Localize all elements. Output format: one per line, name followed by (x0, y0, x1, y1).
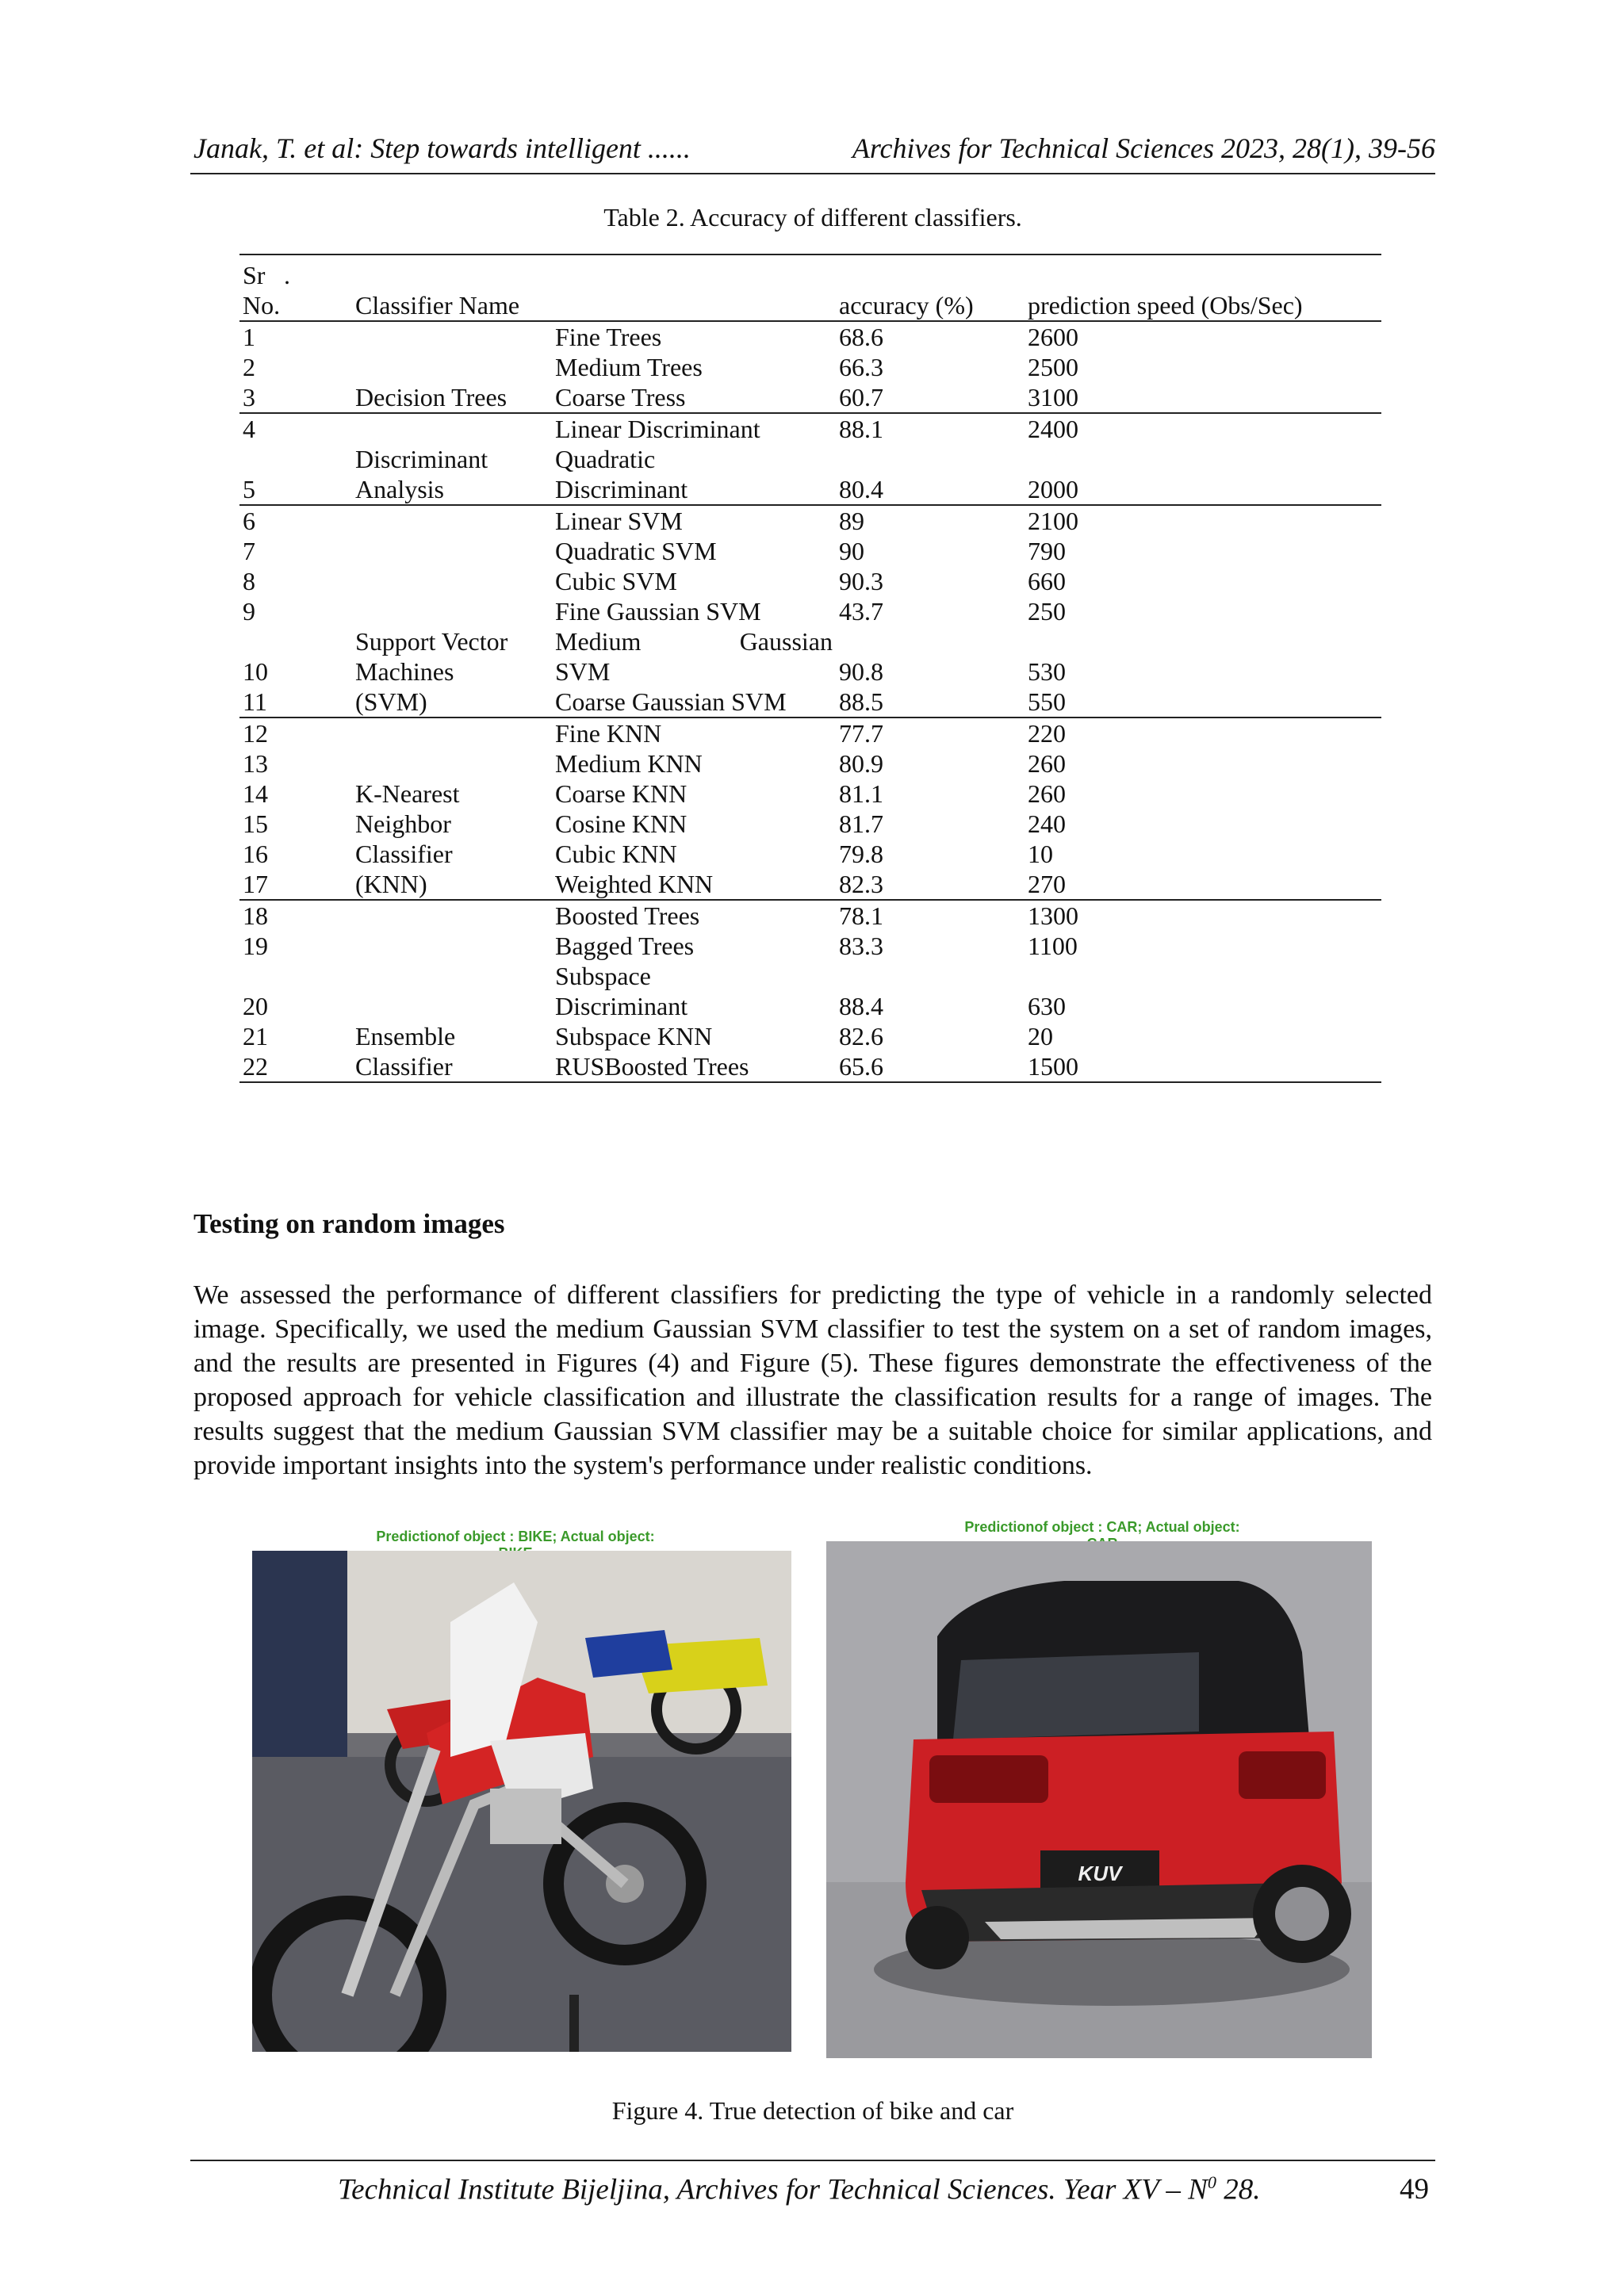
running-footer (190, 2160, 1435, 2217)
cell-accuracy (836, 626, 1025, 656)
table-row (239, 687, 1381, 718)
cell-sr-no: 9 (243, 597, 255, 626)
cell-classifier-group: (KNN) (352, 869, 552, 900)
cell-classifier-group (352, 931, 552, 961)
table-row (239, 991, 1381, 1021)
cell-classifier-name: Subspace KNN (555, 1022, 713, 1050)
cell-classifier-group (352, 718, 552, 748)
cell-sr-no (239, 961, 352, 991)
cell-accuracy: 89 (839, 507, 864, 535)
cell-sr-no: 1 (243, 323, 255, 351)
cell-sr-no: 16 (243, 840, 268, 868)
cell-sr-no: 12 (243, 719, 268, 748)
cell-sr-no: 5 (239, 474, 352, 505)
header-speed: prediction speed (Obs/Sec) (1025, 254, 1381, 321)
cell-classifier-name: Medium Trees (555, 353, 703, 381)
cell-speed: 1300 (1028, 901, 1078, 930)
table-row (239, 718, 1381, 748)
cell-accuracy: 43.7 (839, 597, 883, 626)
cell-classifier-group: Ensemble (355, 1022, 456, 1050)
table-row (239, 869, 1381, 900)
cell-accuracy: 82.6 (839, 1022, 883, 1050)
cell-classifier-name: Medium KNN (555, 749, 703, 778)
cell-accuracy: 81.1 (839, 779, 883, 808)
cell-accuracy: 68.6 (839, 323, 883, 351)
header-sr-no: Sr . No. (239, 254, 352, 321)
table-row (239, 748, 1381, 779)
car-badge: KUV (1078, 1862, 1122, 1885)
cell-speed: 260 (1028, 749, 1066, 778)
cell-classifier-name: Cosine KNN (555, 809, 688, 838)
cell-classifier-name: Bagged Trees (555, 932, 695, 960)
table-row (239, 352, 1381, 382)
cell-classifier-group: Neighbor (355, 809, 451, 838)
cell-accuracy: 65.6 (839, 1052, 883, 1081)
cell-sr-no: 13 (243, 749, 268, 778)
cell-classifier-group (352, 536, 552, 566)
table-row (239, 839, 1381, 869)
header-journal: Archives for Technical Sciences 2023, 28(1), 39-56 (852, 132, 1435, 164)
cell-speed: 220 (1028, 719, 1066, 748)
cell-sr-no: 7 (243, 537, 255, 565)
figure-caption: Figure 4. True detection of bike and car (611, 2096, 1014, 2125)
cell-accuracy: 79.8 (839, 840, 883, 868)
cell-classifier-group (352, 961, 552, 991)
header-authors: Janak, T. et al: Step towards intelligent ...... (193, 132, 691, 164)
page-number: 49 (1400, 2173, 1429, 2206)
cell-classifier-group: Analysis (352, 474, 552, 505)
cell-speed: 260 (1028, 779, 1066, 808)
cell-classifier-group (352, 596, 552, 626)
table-row (239, 505, 1381, 536)
cell-sr-no: 22 (243, 1052, 268, 1081)
cell-classifier-group: Discriminant (355, 445, 488, 473)
cell-speed: 240 (1028, 809, 1066, 838)
cell-accuracy: 88.5 (836, 687, 1025, 718)
header-empty (552, 254, 836, 321)
cell-classifier-name: Medium Gaussian (555, 627, 833, 656)
cell-speed: 530 (1028, 657, 1066, 686)
cell-sr-no: 21 (243, 1022, 268, 1050)
cell-classifier-group (352, 321, 552, 352)
cell-speed: 270 (1025, 869, 1381, 900)
body-paragraph: We assessed the performance of different classifiers for predicting the type of vehicle in a randomly selected image. Specifically, we used the medium Gaussian SVM classifier to test the system on a set of random images, and the results are presented in Figures (4) and Figure (5). These figures demonstrate the effectiveness of the proposed approach for vehicle classification and illustrate the classification results for a range of images. The results suggest that the medium Gaussian SVM classifier may be a suitable choice for similar applications, and provide important insights into the system's performance under realistic conditions. (193, 1280, 1432, 1480)
cell-classifier-name: Discriminant (552, 474, 836, 505)
cell-accuracy: 90.3 (839, 567, 883, 595)
cell-speed: 630 (1028, 992, 1066, 1020)
cell-speed: 2400 (1028, 415, 1078, 443)
section-title: Testing on random images (193, 1208, 505, 1239)
cell-accuracy: 81.7 (839, 809, 883, 838)
cell-sr-no: 20 (243, 992, 268, 1020)
cell-classifier-group (352, 900, 552, 931)
cell-speed: 2500 (1028, 353, 1078, 381)
cell-accuracy: 77.7 (839, 719, 883, 748)
cell-speed: 10 (1028, 840, 1053, 868)
cell-speed: 790 (1028, 537, 1066, 565)
cell-classifier-group: Support Vector (355, 627, 508, 656)
cell-classifier-name: Cubic SVM (555, 567, 677, 595)
cell-classifier-group (352, 352, 552, 382)
table-row (239, 809, 1381, 839)
cell-speed (1025, 444, 1381, 474)
cell-speed (1025, 626, 1381, 656)
bike-prediction-label: Predictionof object : BIKE; Actual object: (376, 1529, 655, 1544)
table-row (239, 474, 1381, 505)
cell-classifier-name: Coarse Gaussian SVM (552, 687, 836, 718)
table-row (239, 536, 1381, 566)
cell-classifier-group (352, 991, 552, 1021)
table-row (239, 596, 1381, 626)
table-row (239, 900, 1381, 931)
cell-classifier-name: Fine KNN (555, 719, 662, 748)
table-row (239, 413, 1381, 444)
cell-classifier-group (352, 748, 552, 779)
cell-sr-no: 2 (243, 353, 255, 381)
cell-speed: 1100 (1028, 932, 1078, 960)
cell-classifier-name: Linear Discriminant (555, 415, 760, 443)
cell-accuracy: 78.1 (839, 901, 883, 930)
cell-sr-no: 18 (243, 901, 268, 930)
cell-speed: 3100 (1025, 382, 1381, 413)
cell-classifier-group (352, 505, 552, 536)
car-illustration (826, 1541, 1372, 2058)
cell-sr-no: 8 (243, 567, 255, 595)
cell-accuracy (836, 961, 1025, 991)
cell-accuracy: 88.4 (839, 992, 883, 1020)
table-header-row (239, 254, 1381, 321)
car-photo (826, 1541, 1372, 2058)
cell-sr-no: 15 (243, 809, 268, 838)
cell-sr-no: 10 (243, 657, 268, 686)
table-row (239, 444, 1381, 474)
table-row (239, 382, 1381, 413)
table-row (239, 1051, 1381, 1082)
running-header (190, 125, 1435, 174)
car-prediction-label: Predictionof object : CAR; Actual object: (964, 1519, 1240, 1535)
cell-sr-no: 14 (243, 779, 268, 808)
cell-accuracy: 66.3 (839, 353, 883, 381)
cell-classifier-name: Quadratic (555, 445, 656, 473)
cell-speed: 660 (1028, 567, 1066, 595)
cell-classifier-name: Weighted KNN (552, 869, 836, 900)
footer-text: Technical Institute Bijeljina, Archives for Technical Sciences. Year XV – $N^0$ 28. (338, 2172, 1261, 2206)
cell-classifier-name: Subspace (555, 962, 651, 990)
cell-speed: 250 (1028, 597, 1066, 626)
table-row (239, 626, 1381, 656)
cell-accuracy: 88.1 (839, 415, 883, 443)
cell-classifier-group (352, 566, 552, 596)
table-row (239, 961, 1381, 991)
cell-accuracy: 82.3 (836, 869, 1025, 900)
cell-speed: 550 (1025, 687, 1381, 718)
cell-accuracy: 90.8 (839, 657, 883, 686)
cell-accuracy (836, 444, 1025, 474)
bike-photo (252, 1551, 791, 2052)
cell-speed: 2100 (1028, 507, 1078, 535)
cell-classifier-name: Linear SVM (555, 507, 683, 535)
cell-speed: 20 (1028, 1022, 1053, 1050)
cell-sr-no: 17 (239, 869, 352, 900)
cell-speed: 1500 (1028, 1052, 1078, 1081)
cell-classifier-group: Classifier (355, 1052, 453, 1081)
cell-accuracy: 80.4 (836, 474, 1025, 505)
cell-classifier-name: Discriminant (555, 992, 688, 1020)
bike-illustration (252, 1551, 791, 2052)
cell-classifier-name: Fine Trees (555, 323, 662, 351)
cell-classifier-name: Quadratic SVM (555, 537, 717, 565)
cell-speed (1025, 961, 1381, 991)
cell-classifier-name: Fine Gaussian SVM (555, 597, 761, 626)
table-row (239, 779, 1381, 809)
cell-classifier-name: Coarse Tress (552, 382, 836, 413)
cell-sr-no (239, 626, 352, 656)
cell-sr-no: 3 (239, 382, 352, 413)
cell-sr-no: 19 (243, 932, 268, 960)
cell-sr-no: 11 (239, 687, 352, 718)
cell-classifier-name: Coarse KNN (555, 779, 688, 808)
cell-speed: 2600 (1028, 323, 1078, 351)
cell-classifier-name: RUSBoosted Trees (555, 1052, 749, 1081)
table-row (239, 1021, 1381, 1051)
cell-accuracy: 60.7 (836, 382, 1025, 413)
cell-classifier-name: Boosted Trees (555, 901, 700, 930)
cell-speed: 2000 (1025, 474, 1381, 505)
cell-sr-no: 6 (243, 507, 255, 535)
cell-sr-no (239, 444, 352, 474)
cell-sr-no: 4 (243, 415, 255, 443)
cell-classifier-name: Cubic KNN (555, 840, 677, 868)
cell-classifier-group: Classifier (355, 840, 453, 868)
cell-accuracy: 90 (839, 537, 864, 565)
cell-classifier-name: SVM (555, 657, 611, 686)
cell-classifier-group (352, 413, 552, 444)
cell-accuracy: 83.3 (839, 932, 883, 960)
header-classifier-name: Classifier Name (352, 254, 552, 321)
cell-classifier-group: Decision Trees (352, 382, 552, 413)
table-row (239, 566, 1381, 596)
cell-classifier-group: (SVM) (352, 687, 552, 718)
cell-classifier-group: K-Nearest (355, 779, 460, 808)
table-row (239, 931, 1381, 961)
table-row (239, 656, 1381, 687)
table-row (239, 321, 1381, 352)
header-accuracy: accuracy (%) (836, 254, 1025, 321)
classifier-accuracy-table (239, 254, 1381, 1083)
cell-classifier-group: Machines (355, 657, 454, 686)
cell-accuracy: 80.9 (839, 749, 883, 778)
table-caption: Table 2. Accuracy of different classifiers. (603, 203, 1022, 232)
